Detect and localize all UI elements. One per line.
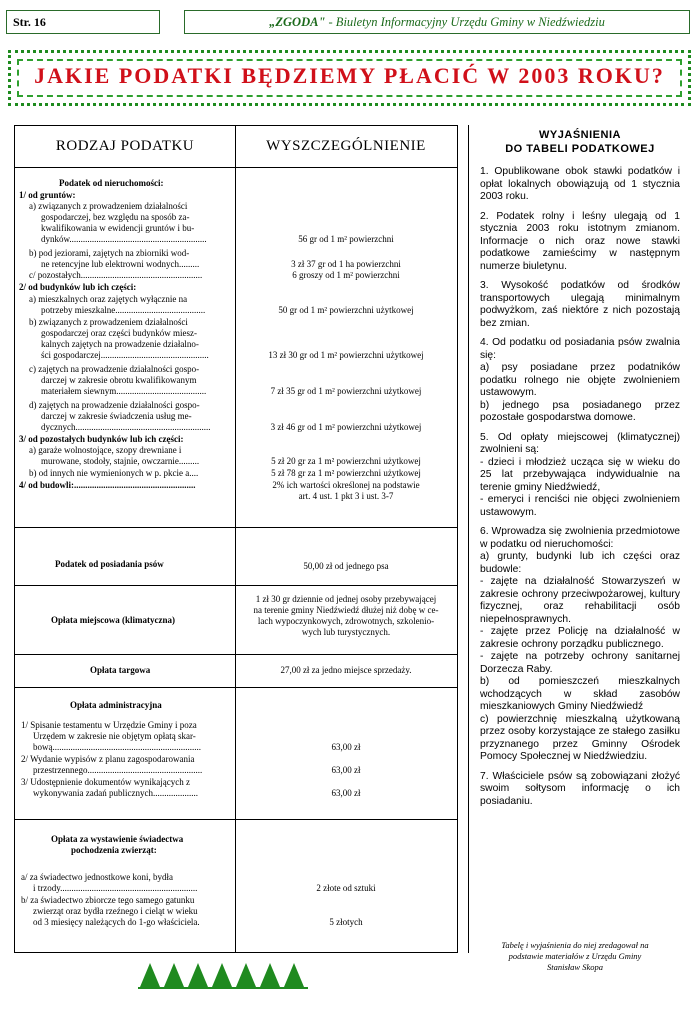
newsletter-name: „ZGODA"	[269, 15, 326, 29]
text-line: zwierząt oraz bydła rzeźnego i cieląt w wieku	[33, 906, 198, 916]
table-header-row	[15, 126, 457, 168]
animal-certificate-title: pochodzenia zwierząt:	[71, 845, 157, 855]
text-line: 2/ Wydanie wypisów z planu zagospodarowania	[21, 754, 195, 764]
explanation-5: 5. Od opłaty miejscowej (klimatycznej) zwolnieni są: - dzieci i młodzież ucząca się w wieku do 25 lat przebywająca indywidualnie na terenie gminy Niedźwiedź, - emeryci i renciści nie objęci zwolnieniem ustawowym.	[480, 431, 680, 518]
animal-certificate-rates	[235, 820, 457, 952]
column-header-details: WYSZCZEGÓLNIENIE	[266, 138, 426, 154]
climate-fee-description	[15, 586, 236, 654]
text-line: a/ za świadectwo jednostkowe koni, bydła	[21, 872, 173, 882]
text-line: b) związanych z prowadzeniem działalności	[29, 317, 188, 327]
text-line: murowane, stodoły, stajnie, owczarnie.........	[41, 456, 200, 466]
text-line: 3/ od pozostałych budynków lub ich części:	[19, 434, 184, 444]
text-line: ści gospodarczej................................................	[41, 350, 209, 360]
text-line: 1/ od gruntów:	[19, 190, 76, 200]
rate-value: 50 gr od 1 m² powierzchni użytkowej	[278, 305, 414, 315]
text-line: gospodarczej, bez względu na sposób za-	[41, 212, 190, 222]
rate-value: wych lub turystycznych.	[301, 627, 391, 637]
text-line: a) garaże wolnostojące, szopy drewniane i	[29, 445, 182, 455]
credit-line: Tabelę i wyjaśnienia do niej zredagował na	[501, 940, 649, 950]
market-fee-description	[15, 655, 236, 687]
text-line: dycznych............................................................	[41, 422, 211, 432]
text-line: kalnych zajętych na prowadzenie działalno-	[41, 339, 199, 349]
rate-value: 7 zł 35 gr od 1 m² powierzchni użytkowej	[270, 386, 422, 396]
dog-tax-title: Podatek od posiadania psów	[55, 559, 164, 569]
market-fee-rate	[235, 655, 457, 687]
text-line: bową..................................................................	[33, 742, 201, 752]
rate-value: na terenie gminy Niedźwiedź dłużej niż dobę w ce-	[253, 605, 439, 615]
explanation-2: 2. Podatek rolny i leśny ulegają od 1 stycznia 2003 roku istotnym zmianom. Informacje o nich oraz nowe stawki podatkowe zamieścimy w następnym numerze biuletynu.	[480, 210, 680, 272]
headline: JAKIE PODATKI BĘDZIEMY PŁACIĆ W 2003 ROKU?	[34, 63, 665, 88]
text-line: potrzeby mieszkalne........................................	[41, 305, 206, 315]
property-tax-description	[15, 168, 236, 527]
text-line: c/ pozostałych......................................................	[29, 270, 203, 280]
text-line: kwalifikowania w ewidencji gruntów i bu-	[41, 223, 195, 233]
rate-value: 5 zł 20 gr za 1 m² powierzchni użytkowej	[271, 456, 421, 466]
text-line: c) zajętych na prowadzenie działalności gospo-	[29, 364, 200, 374]
text-line: 2/ od budynków lub ich części:	[19, 282, 137, 292]
text-line: gospodarczej oraz części budynków miesz-	[41, 328, 197, 338]
table-row-dog-tax	[15, 528, 457, 586]
rate-value: 5 złotych	[329, 917, 363, 927]
page-number: Str. 16	[6, 10, 160, 34]
climate-fee-title: Opłata miejscowa (klimatyczna)	[51, 615, 175, 625]
table-row-market-fee	[15, 655, 457, 688]
table-row-climate-fee	[15, 586, 457, 655]
rate-value: 13 zł 30 gr od 1 m² powierzchni użytkowej	[268, 350, 424, 360]
rate-value: 56 gr od 1 m² powierzchni	[298, 234, 394, 244]
explanations-column	[480, 128, 680, 815]
administrative-fee-description	[15, 688, 236, 819]
property-tax-rates	[235, 168, 457, 527]
text-line: a) związanych z prowadzeniem działalności	[29, 201, 188, 211]
rate-value: 63,00 zł	[331, 788, 361, 798]
text-line: b/ za świadectwo zbiorcze tego samego gatunku	[21, 895, 195, 905]
rate-value: 63,00 zł	[331, 742, 361, 752]
rate-value: 27,00 zł za jedno miejsce sprzedaży.	[280, 665, 412, 675]
christmas-trees-decoration	[138, 961, 308, 989]
explanation-3: 3. Wysokość podatków od środków transportowych ulegają minimalnym podwyżkom, zaś niektóre z nich pozostają bez zmian.	[480, 280, 680, 329]
rate-value: 2% ich wartości określonej na podstawie	[272, 480, 420, 490]
text-line: dynków.............................................................	[41, 234, 207, 244]
text-line: materiałem siewnym........................................	[41, 386, 207, 396]
rate-value: 3 zł 46 gr od 1 m² powierzchni użytkowej	[270, 422, 422, 432]
text-line: darczej w zakresie świadczenia usług me-	[41, 411, 192, 421]
rate-value: 2 złote od sztuki	[316, 883, 376, 893]
explanation-7: 7. Właściciele psów są zobowiązani złożyć swoim sołtysom informację o ich posiadaniu.	[480, 770, 680, 807]
headline-banner	[8, 50, 691, 106]
animal-certificate-description	[15, 820, 236, 952]
text-line: darczej w zakresie obrotu kwalifikowanym	[41, 375, 197, 385]
column-divider	[468, 125, 469, 953]
rate-value: 5 zł 78 gr za 1 m² powierzchni użytkowej	[271, 468, 421, 478]
text-line: od 3 miesięcy należących do 1-go właściciela.	[33, 917, 200, 927]
text-line: 1/ Spisanie testamentu w Urzędzie Gminy i poza	[21, 720, 197, 730]
rate-value: art. 4 ust. 1 pkt 3 i ust. 3-7	[298, 491, 394, 501]
explanations-heading: WYJAŚNIENIA DO TABELI PODATKOWEJ	[505, 129, 655, 155]
explanation-6: 6. Wprowadza się zwolnienia przedmiotowe w podatku od nieruchomości: a) grunty, budynki lub ich części oraz budowle: - zajęte na działalność Stowarzyszeń w zakresie ochrony przeciwpożarowej, kultury fizycznej, oraz rehabilitacji osób niepełnosprawnych. - zajęte przez Policję na działalność w zakresie ochrony porządku publicznego. - zajęte na potrzeby ochrony sanitarnej Dorzecza Raby. b) od pomieszczeń mieszkalnych wchodzących w skład zasobów mieszkaniowych Gminy Niedźwiedź c) powierzchnię mieszkalną użytkowaną przez osoby korzystające ze stałego zasiłku przyznanego przez Gminny Ośrodek Pomocy Społecznej w Niedźwiedziu.	[480, 526, 680, 762]
text-line: b) od innych nie wymienionych w p. pkcie a....	[29, 468, 199, 478]
editor-credit	[470, 940, 680, 973]
credit-line: Stanisław Skopa	[547, 962, 603, 972]
dog-tax-description	[15, 528, 236, 585]
text-line: ne retencyjne lub elektrowni wodnych.........	[41, 259, 200, 269]
climate-fee-rate	[235, 586, 457, 654]
table-row-administrative-fee	[15, 688, 457, 820]
market-fee-title: Opłata targowa	[90, 665, 151, 675]
rate-value: 1 zł 30 gr dziennie od jednej osoby przebywającej	[255, 594, 437, 604]
administrative-fee-title: Opłata administracyjna	[70, 700, 162, 710]
property-tax-title: Podatek od nieruchomości:	[59, 178, 164, 188]
text-line: Urzędem w zakresie nie objętym opłatą skar-	[33, 731, 196, 741]
explanation-4: 4. Od podatku od posiadania psów zwalnia się: a) psy posiadane przez podatników podatku rolnego nie objęte zwolnieniem ustawowym. b) jednego psa posiadanego przez pozostałe gospodarstwa domowe.	[480, 337, 680, 423]
text-line: przestrzennego...................................................	[33, 765, 203, 775]
newsletter-subtitle: - Biuletyn Informacyjny Urzędu Gminy w Niedźwiedziu	[325, 15, 605, 29]
text-line: d) zajętych na prowadzenie działalności gospo-	[29, 400, 200, 410]
rate-value: 3 zł 37 gr od 1 ha powierzchni	[291, 259, 401, 269]
credit-line: podstawie materiałów z Urzędu Gminy	[508, 951, 642, 961]
table-row-animal-certificate-fee	[15, 820, 457, 952]
dog-tax-rate	[235, 528, 457, 585]
administrative-fee-rates	[235, 688, 457, 819]
text-line: i trzody.............................................................	[33, 883, 198, 893]
rate-value: 6 groszy od 1 m² powierzchni	[292, 270, 400, 280]
rate-value: 50,00 zł od jednego psa	[303, 561, 389, 571]
newsletter-title	[184, 10, 690, 34]
tree-icon	[140, 963, 304, 987]
rate-value: 63,00 zł	[331, 765, 361, 775]
animal-certificate-title: Opłata za wystawienie świadectwa	[51, 834, 184, 844]
text-line: wykonywania zadań publicznych....................	[33, 788, 198, 798]
tax-table	[14, 125, 458, 953]
rate-value: lach wypoczynkowych, zdrowotnych, szkolenio-	[257, 616, 435, 626]
text-line: 4/ od budowli:......................................................	[19, 480, 196, 490]
table-row-property-tax	[15, 168, 457, 528]
explanation-1: 1. Opublikowane obok stawki podatków i opłat lokalnych obowiązują od 1 stycznia 2003 roku.	[480, 166, 680, 202]
text-line: a) mieszkalnych oraz zajętych wyłącznie na	[29, 294, 188, 304]
column-header-tax-type: RODZAJ PODATKU	[15, 126, 236, 167]
text-line: 3/ Udostępnienie dokumentów wynikających z	[21, 777, 190, 787]
text-line: b) pod jeziorami, zajętych na zbiorniki wod-	[29, 248, 190, 258]
